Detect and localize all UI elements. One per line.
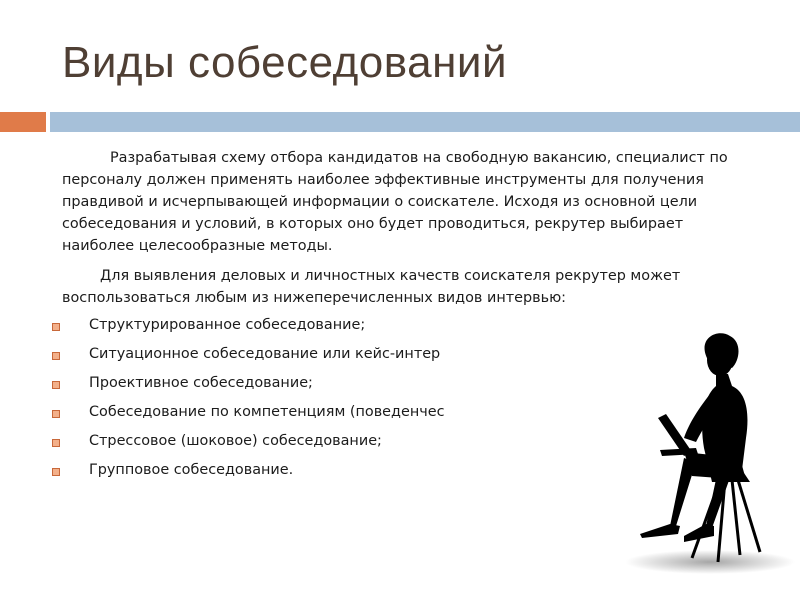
square-bullet-icon [52,352,60,360]
square-bullet-icon [52,323,60,331]
list-item-label: Групповое собеседование. [89,462,294,478]
square-bullet-icon [52,410,60,418]
list-item [52,398,472,427]
floor-shadow [625,550,795,574]
accent-bar-orange [0,112,46,132]
list-item-label: Стрессовое (шоковое) собеседование; [89,433,382,449]
slide-body [62,147,752,317]
lead-paragraph: Для выявления деловых и личностных качеств соискателя рекрутер может воспользоваться любым из нижеперечисленных видов интервью: [62,268,681,306]
list-item-label: Ситуационное собеседование или кейс-интер [89,346,441,362]
list-item [52,427,472,456]
list-item [52,340,472,369]
list-item [52,311,472,340]
square-bullet-icon [52,439,60,447]
list-item-label: Собеседование по компетенциям (поведенчес [89,404,445,420]
intro-paragraph: Разрабатывая схему отбора кандидатов на свободную вакансию, специалист по персоналу должен применять наиболее эффективные инструменты для получения правдивой и исчерпывающей информации о соискателе. Исходя из основной цели собеседования и условий, в которых оно будет проводиться, рекрутер выбирает наиболее целесообразные методы. [62,150,728,254]
square-bullet-icon [52,381,60,389]
woman-on-chair-silhouette-icon [600,330,800,580]
interview-types-list [52,311,472,485]
chair [692,480,760,562]
slide-title: Виды собеседований [62,38,508,87]
list-item-label: Структурированное собеседование; [89,317,366,333]
list-item-label: Проективное собеседование; [89,375,313,391]
square-bullet-icon [52,468,60,476]
accent-bar-blue [50,112,800,132]
list-item [52,369,472,398]
list-item [52,456,472,485]
